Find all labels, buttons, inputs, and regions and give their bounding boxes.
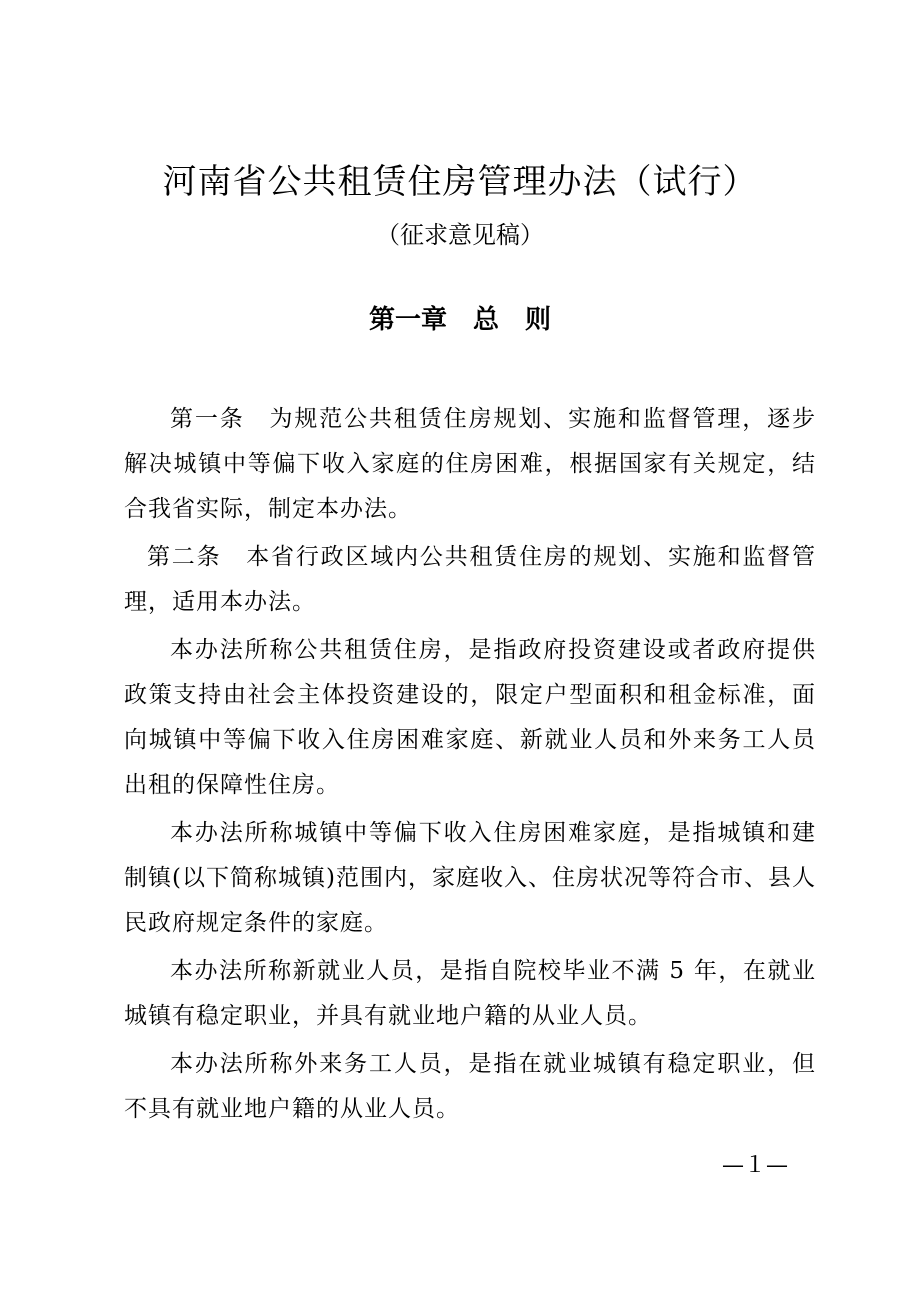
article-number: 第一条 xyxy=(170,406,270,432)
paragraph-text: 本办法所称公共租赁住房，是指政府投资建设或者政府提供政策支持由社会主体投资建设的，限定户型面积和租金标准，面向城镇中等偏下收入住房困难家庭、新就业人员和外来务工人员出租的保障性住房。 xyxy=(124,637,816,798)
paragraph-text: 本办法所称新就业人员，是指自院校毕业不满 5 年，在就业城镇有稳定职业，并具有就业地户籍的从业人员。 xyxy=(124,958,816,1029)
definition-paragraph-low-income-families xyxy=(124,811,816,946)
definition-paragraph-migrant-workers xyxy=(124,1042,816,1132)
chapter-heading: 第一章 总 则 xyxy=(368,305,551,335)
paragraph-text: 本办法所称外来务工人员，是指在就业城镇有稳定职业，但不具有就业地户籍的从业人员。 xyxy=(124,1051,816,1122)
paragraph-text: 为规范公共租赁住房规划、实施和监督管理，逐步解决城镇中等偏下收入家庭的住房困难，根据国家有关规定，结合我省实际，制定本办法。 xyxy=(124,406,817,522)
document-body xyxy=(124,397,816,1135)
paragraph-text: 本省行政区域内公共租赁住房的规划、实施和监督管理，适用本办法。 xyxy=(124,544,817,615)
article-1-paragraph xyxy=(124,397,816,532)
definition-paragraph-new-employees xyxy=(124,949,816,1039)
article-2-paragraph xyxy=(124,535,816,625)
definition-paragraph-public-rental-housing xyxy=(124,628,816,808)
document-subtitle: （征求意见稿） xyxy=(376,221,544,249)
paragraph-text: 本办法所称城镇中等偏下收入住房困难家庭，是指城镇和建制镇(以下简称城镇)范围内，家庭收入、住房状况等符合市、县人民政府规定条件的家庭。 xyxy=(124,820,816,936)
article-number: 第二条 xyxy=(147,544,247,570)
page-number: —１— xyxy=(721,1153,788,1178)
document-title: 河南省公共租赁住房管理办法（试行） xyxy=(162,162,758,202)
